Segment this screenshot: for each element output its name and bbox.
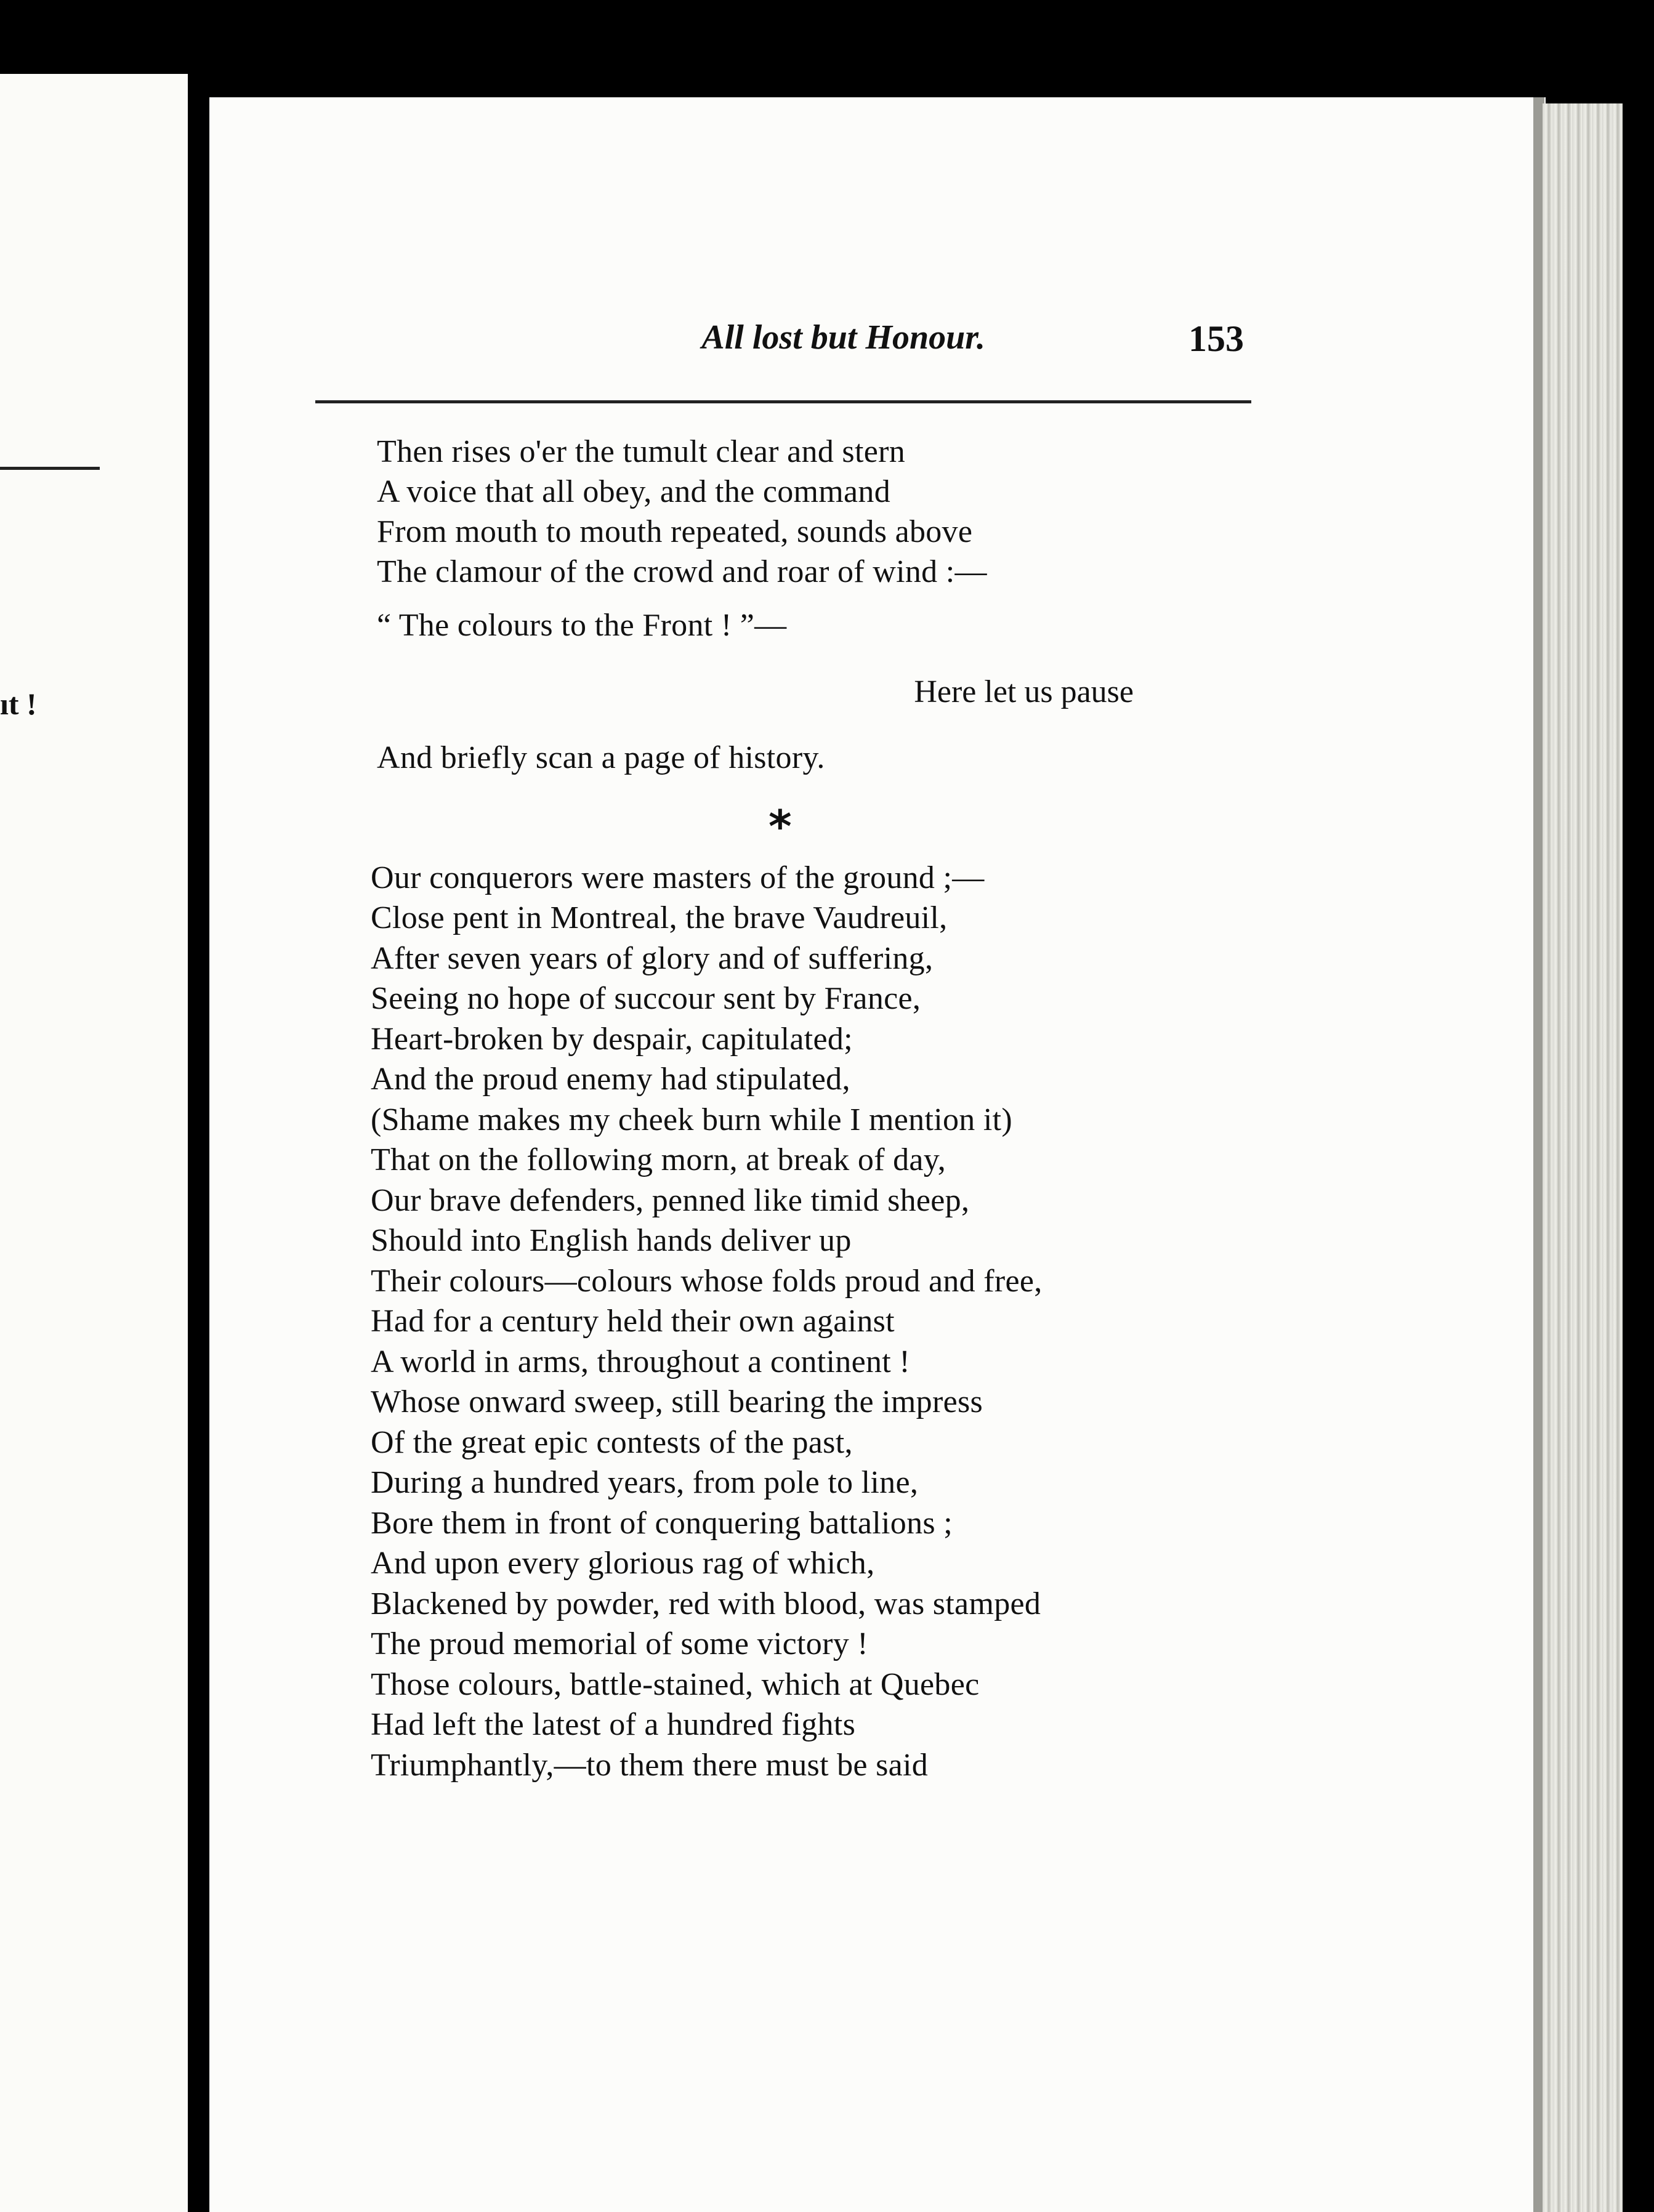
facing-page-rule: [0, 467, 100, 470]
verse-line: The proud memorial of some victory !: [371, 1626, 868, 1661]
facing-page: [0, 74, 188, 2212]
verse-line: Our conquerors were masters of the ground ;—: [371, 860, 985, 895]
verse-line: Seeing no hope of succour sent by France,: [371, 981, 921, 1016]
verse-line: Blackened by powder, red with blood, was stamped: [371, 1586, 1041, 1621]
verse-line: And briefly scan a page of history.: [377, 740, 825, 775]
verse-line: Of the great epic contests of the past,: [371, 1425, 853, 1460]
verse-line: (Shame makes my cheek burn while I mention it): [371, 1102, 1012, 1137]
verse-line: During a hundred years, from pole to line,: [371, 1465, 919, 1500]
verse-line: Whose onward sweep, still bearing the impress: [371, 1384, 983, 1419]
verse-line: A voice that all obey, and the command: [377, 474, 891, 509]
verse-line: Should into English hands deliver up: [371, 1223, 852, 1258]
verse-line: After seven years of glory and of suffering,: [371, 941, 934, 976]
verse-line: From mouth to mouth repeated, sounds above: [377, 514, 973, 549]
book-gutter: [188, 92, 212, 2212]
verse-line: That on the following morn, at break of day,: [371, 1142, 946, 1177]
verse-line: “ The colours to the Front ! ”—: [377, 608, 787, 643]
verse-line: A world in arms, throughout a continent !: [371, 1344, 910, 1379]
running-title: All lost but Honour.: [701, 318, 985, 357]
verse-line: Had left the latest of a hundred fights: [371, 1707, 856, 1742]
page-number: 153: [1188, 318, 1244, 359]
verse-line: The clamour of the crowd and roar of wind :—: [377, 554, 987, 589]
verse-line: And the proud enemy had stipulated,: [371, 1062, 850, 1097]
verse-line: Heart-broken by despair, capitulated;: [371, 1022, 853, 1057]
page-block-edge: [1543, 103, 1623, 2212]
verse-line: Had for a century held their own against: [371, 1304, 895, 1339]
header-rule: [315, 400, 1251, 403]
verse-line-indented: Here let us pause: [914, 674, 1134, 709]
verse-line: Their colours—colours whose folds proud and free,: [371, 1264, 1043, 1299]
verse-line: Then rises o'er the tumult clear and stern: [377, 434, 906, 469]
verse-line: Bore them in front of conquering battalions ;: [371, 1506, 953, 1541]
facing-page-text-fragment: ıt !: [0, 687, 37, 721]
verse-line: Triumphantly,—to them there must be said: [371, 1748, 929, 1783]
verse-line: Our brave defenders, penned like timid sheep,: [371, 1183, 970, 1218]
section-separator: *: [769, 801, 792, 852]
verse-line: Those colours, battle-stained, which at Quebec: [371, 1667, 980, 1702]
verse-line: And upon every glorious rag of which,: [371, 1546, 875, 1581]
verse-line: Close pent in Montreal, the brave Vaudreuil,: [371, 900, 948, 935]
